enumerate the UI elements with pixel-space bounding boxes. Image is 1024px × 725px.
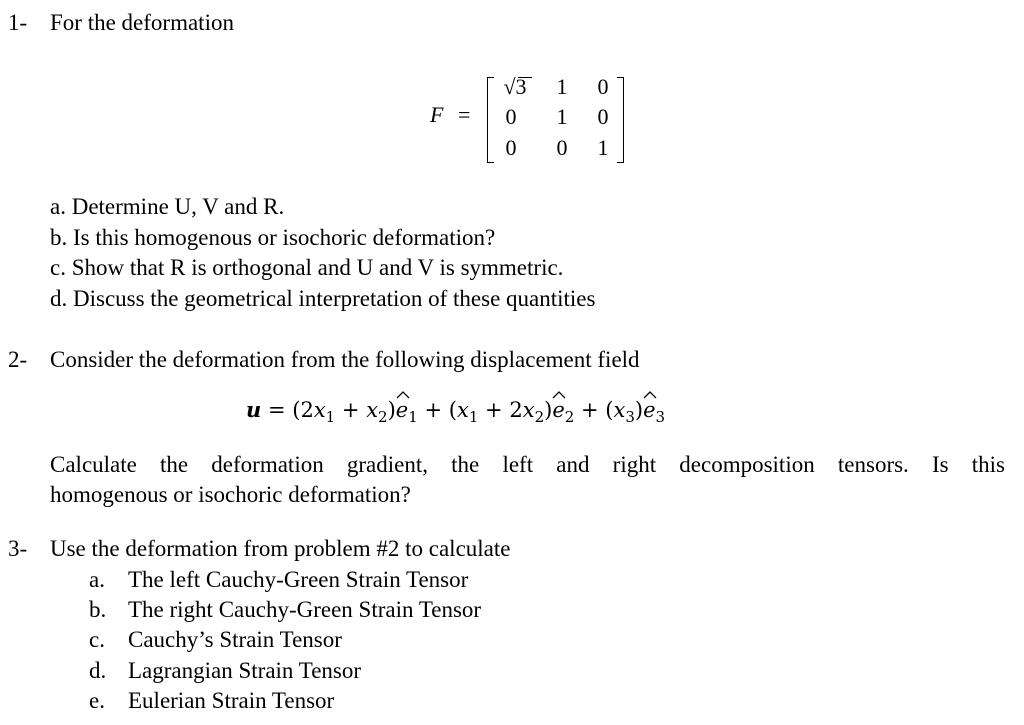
problem-1-title: For the deformation xyxy=(50,10,234,35)
matrix-cell-0-0: √3 xyxy=(503,74,527,99)
matrix-cell-1-0: 0 xyxy=(505,104,517,129)
problem-1-part-d: d. Discuss the geometrical interpretation of these quantities xyxy=(50,286,596,311)
unit-vector-e2: e xyxy=(552,398,564,422)
matrix-cell-2-0: 0 xyxy=(505,135,517,160)
matrix-cell-2-2: 1 xyxy=(597,135,609,160)
list-item-label: c. xyxy=(89,627,105,652)
list-item-label: b. xyxy=(89,597,107,622)
displacement-equation: $u = (2x_1 + x_2)e$ $_1 + (x_1 + 2x_2)e$ $_2 + (x_3)e$ $_3$ xyxy=(246,399,665,425)
problem-2-body-line-2: homogenous or isochoric deformation? xyxy=(50,482,411,507)
list-item: Eulerian Strain Tensor xyxy=(128,688,335,713)
problem-1-part-a: a. Determine U, V and R. xyxy=(50,194,285,219)
problem-2-title: Consider the deformation from the following displacement field xyxy=(50,347,640,372)
list-item: The right Cauchy-Green Strain Tensor xyxy=(128,597,482,622)
problem-2-body-line-1: Calculate the deformation gradient, the left and right decomposition tensors. Is this xyxy=(50,452,1005,477)
matrix-left-bracket xyxy=(487,77,494,163)
matrix-cell-0-2: 0 xyxy=(597,74,609,99)
problem-2-body xyxy=(50,450,1005,510)
problem-3-number: 3- xyxy=(8,536,28,561)
matrix-equals: = xyxy=(458,102,471,127)
matrix-cell-0-1: 1 xyxy=(556,74,568,99)
list-item: Lagrangian Strain Tensor xyxy=(128,658,362,683)
matrix-lhs: F xyxy=(430,102,444,127)
sqrt-vinculum xyxy=(518,77,532,78)
problem-1-number: 1- xyxy=(8,10,28,35)
list-item-label: e. xyxy=(89,688,105,713)
problem-2-number: 2- xyxy=(8,347,28,372)
problem-1-part-b: b. Is this homogenous or isochoric deformation? xyxy=(50,225,496,250)
unit-vector-e1: e xyxy=(396,398,408,422)
list-item: The left Cauchy-Green Strain Tensor xyxy=(128,567,469,592)
matrix-right-bracket xyxy=(617,77,624,163)
problem-1-part-c: c. Show that R is orthogonal and U and V is symmetric. xyxy=(50,255,564,280)
unit-vector-e3: e xyxy=(643,398,655,422)
matrix-cell-1-2: 0 xyxy=(597,104,609,129)
matrix-cell-1-1: 1 xyxy=(556,104,568,129)
list-item-label: d. xyxy=(89,658,107,683)
matrix-cell-2-1: 0 xyxy=(556,135,568,160)
problem-3-title: Use the deformation from problem #2 to calculate xyxy=(50,536,511,561)
list-item: Cauchy’s Strain Tensor xyxy=(128,627,342,652)
list-item-label: a. xyxy=(89,567,105,592)
